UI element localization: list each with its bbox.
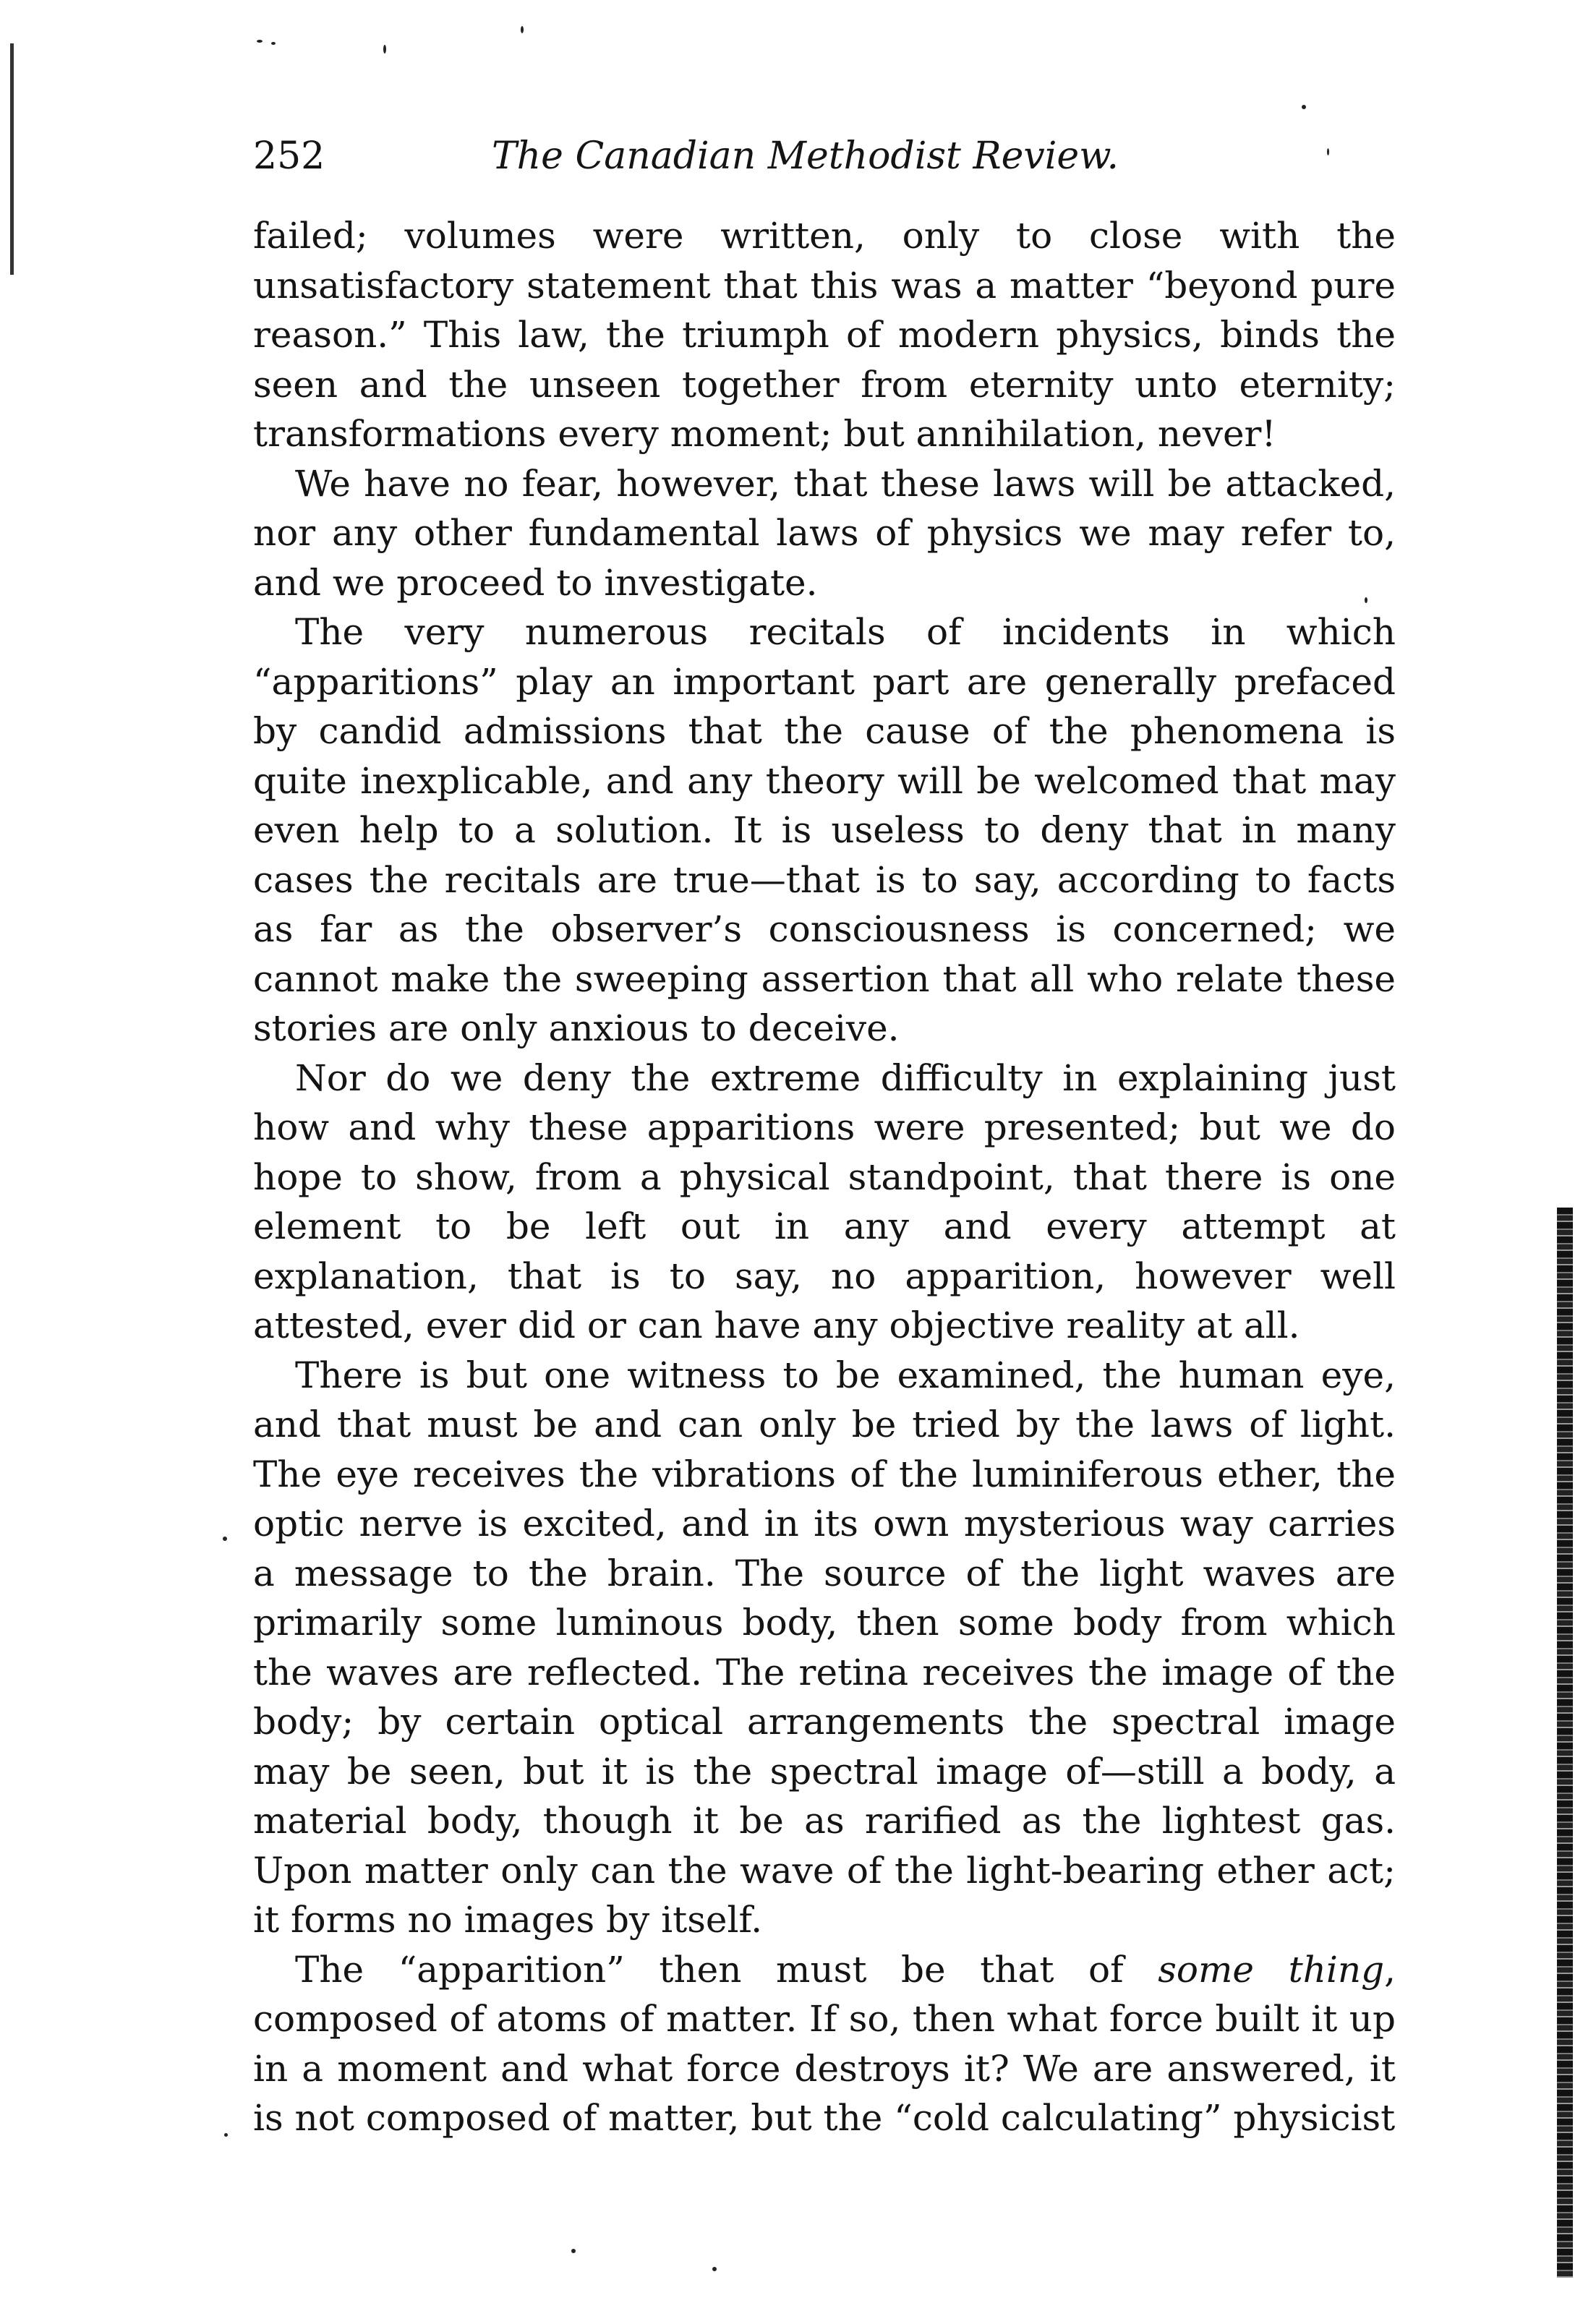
body-text — [253, 211, 1396, 2143]
running-title: The Canadian Methodist Review. — [492, 134, 1119, 178]
scan-speck — [223, 1537, 227, 1541]
page-number: 252 — [253, 134, 325, 178]
page-header — [253, 134, 1396, 192]
paragraph: There is but one witness to be examined, the human eye, and that must be and can only be tried by the laws of light. The eye receives the vibrations of the luminiferous ether, the optic nerve is excited, and in its own mysterious way carries a message to the brain. The source of the light waves are primarily some luminous body, then some body from which the waves are reflected. The retina receives the image of the body; by certain optical arrangements the spectral image may be seen, but it is the spectral image of—still a body, a material body, though it be as rarified as the lightest gas. Upon matter only can the wave of the light-bearing ether act; it forms no images by itself. — [253, 1354, 1396, 1941]
paragraph: We have no fear, however, that these laws will be attacked, nor any other fundamental laws of physics we may refer to, and we proceed to investigate. — [253, 462, 1396, 604]
paragraph: The very numerous recitals of incidents in which “apparitions” play an important part are generally prefaced by candid admissions that the cause of the phenomena is quite inexplicable, and any theory will be welcomed that may even help to a solution. It is useless to deny that in many cases the recitals are true—that is to say, according to facts as far as the observer’s consciousness is concerned; we cannot make the sweeping assertion that all who relate these stories are only anxious to deceive. — [253, 611, 1396, 1049]
scan-speck — [712, 2267, 717, 2271]
scan-edge-mark — [1557, 1208, 1573, 2278]
paragraph-continued: failed; volumes were written, only to close with the unsatisfactory statement that this was a matter “beyond pure reason.” This law, the triumph of modern physics, binds the seen and the unseen together from eternity unto eternity; transformations every moment; but annihilation, never! — [253, 215, 1396, 455]
paragraph-text: , composed of atoms of matter. If so, then what force built it up in a moment and what force destroys it? We are answered, it is not composed of matter, but the “cold calculating” physicist — [253, 1948, 1396, 2139]
scan-speck — [224, 2133, 228, 2137]
paragraph-text: The “apparition” then must be that of — [295, 1948, 1158, 1991]
paragraph: Nor do we deny the extreme difficulty in explaining just how and why these apparitions were presented; but we do hope to show, from a physical standpoint, that there is one element to be left out in any and every attempt at explanation, that is to say, no apparition, however well attested, ever did or can have any objective reality at all. — [253, 1056, 1396, 1346]
scan-speck — [1302, 105, 1306, 109]
scan-speck — [521, 26, 524, 33]
scan-speck — [383, 45, 386, 54]
paragraph — [253, 1945, 1396, 2143]
scan-speck — [571, 2249, 576, 2253]
emphasized-text: some thing — [1158, 1948, 1385, 1991]
scan-speck — [257, 40, 263, 43]
binding-edge-mark — [10, 43, 14, 275]
scan-speck — [271, 42, 276, 45]
